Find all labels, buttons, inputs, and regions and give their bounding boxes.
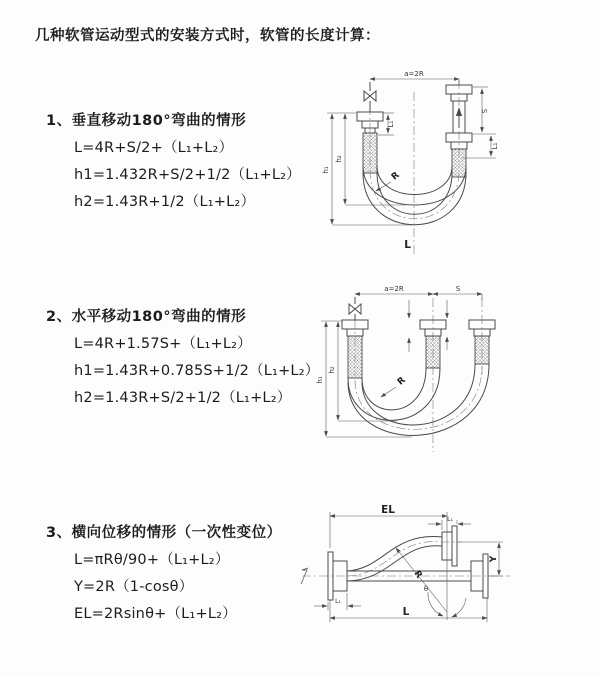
displaced-hose (347, 526, 457, 581)
diagram-lateral-displacement (300, 500, 540, 655)
dim-label-a2r: a=2R (404, 70, 424, 78)
dim-label-s: S (481, 108, 489, 114)
section2-formula-l: L=4R+1.57S+（L₁+L₂） (74, 336, 252, 352)
braided-hose-section (363, 133, 377, 173)
dim-label-h2: h₂ (335, 155, 343, 163)
radius-label: R (395, 375, 408, 388)
diagram-horizontal-180-bend (312, 280, 587, 465)
valve-icon (349, 297, 361, 320)
page-title: 几种软管运动型式的安装方式时，软管的长度计算： (35, 28, 380, 44)
centerlines (370, 80, 459, 254)
dim-label-l1-left: L₁ (387, 120, 395, 128)
dim-label-l1-top: L₁ (447, 516, 453, 523)
section3-heading: 3、横向位移的情形（一次性变位） (46, 525, 282, 541)
section1-formula-h2: h2=1.43R+1/2（L₁+L₂） (74, 194, 256, 210)
section2-formula-h1: h1=1.43R+0.785S+1/2（L₁+L₂） (74, 363, 320, 379)
braided-hose-section (426, 336, 440, 368)
braided-hose-section (452, 149, 466, 177)
dim-label-s: S (455, 285, 461, 293)
dim-label-l1-right: L₁ (491, 142, 499, 150)
left-fitting (357, 112, 383, 173)
hose-bends (363, 166, 466, 225)
section1-heading: 1、垂直移动180°弯曲的情形 (46, 113, 247, 129)
hose-bends (348, 364, 489, 435)
dim-label-h2: h₂ (328, 366, 336, 374)
section1-formula-h1: h1=1.432R+S/2+1/2（L₁+L₂） (74, 167, 301, 183)
dim-label-el: EL (381, 504, 395, 516)
dim-label-y: Y (489, 555, 499, 563)
left-fitting (342, 320, 368, 378)
radius-label: R (389, 170, 402, 183)
section3-formula-l: L=πRθ/90+（L₁+L₂） (74, 552, 230, 568)
angle-label: θ (423, 585, 429, 593)
dim-label-h1: h₁ (316, 376, 324, 384)
section1-formula-l: L=4R+S/2+（L₁+L₂） (74, 140, 234, 156)
radius-leader (381, 387, 396, 397)
dim-label-l: L (402, 606, 410, 618)
centerlines (355, 298, 482, 452)
section2-formula-h2: h2=1.43R+S/2+1/2（L₁+L₂） (74, 390, 292, 406)
section2-heading: 2、水平移动180°弯曲的情形 (46, 309, 247, 325)
diagram-vertical-180-bend (312, 66, 582, 258)
dim-label-a2r: a=2R (384, 285, 404, 293)
length-label: L (404, 239, 411, 251)
right-fitting-moved (469, 320, 495, 364)
section3-formula-y: Y=2R（1-cosθ） (74, 579, 194, 595)
braided-hose-section (348, 336, 362, 378)
dim-label-h1: h₁ (322, 166, 330, 174)
radius-label: R (411, 569, 424, 581)
dim-label-l1-bottom: L₁ (335, 598, 341, 605)
dim-a2r (370, 79, 459, 85)
section3-formula-el: EL=2Rsinθ+（L₁+L₂） (74, 606, 237, 622)
braided-hose-section (475, 336, 489, 364)
dim-a2r-s (355, 294, 482, 300)
valve-icon (364, 82, 376, 112)
radius-leader (396, 548, 447, 612)
